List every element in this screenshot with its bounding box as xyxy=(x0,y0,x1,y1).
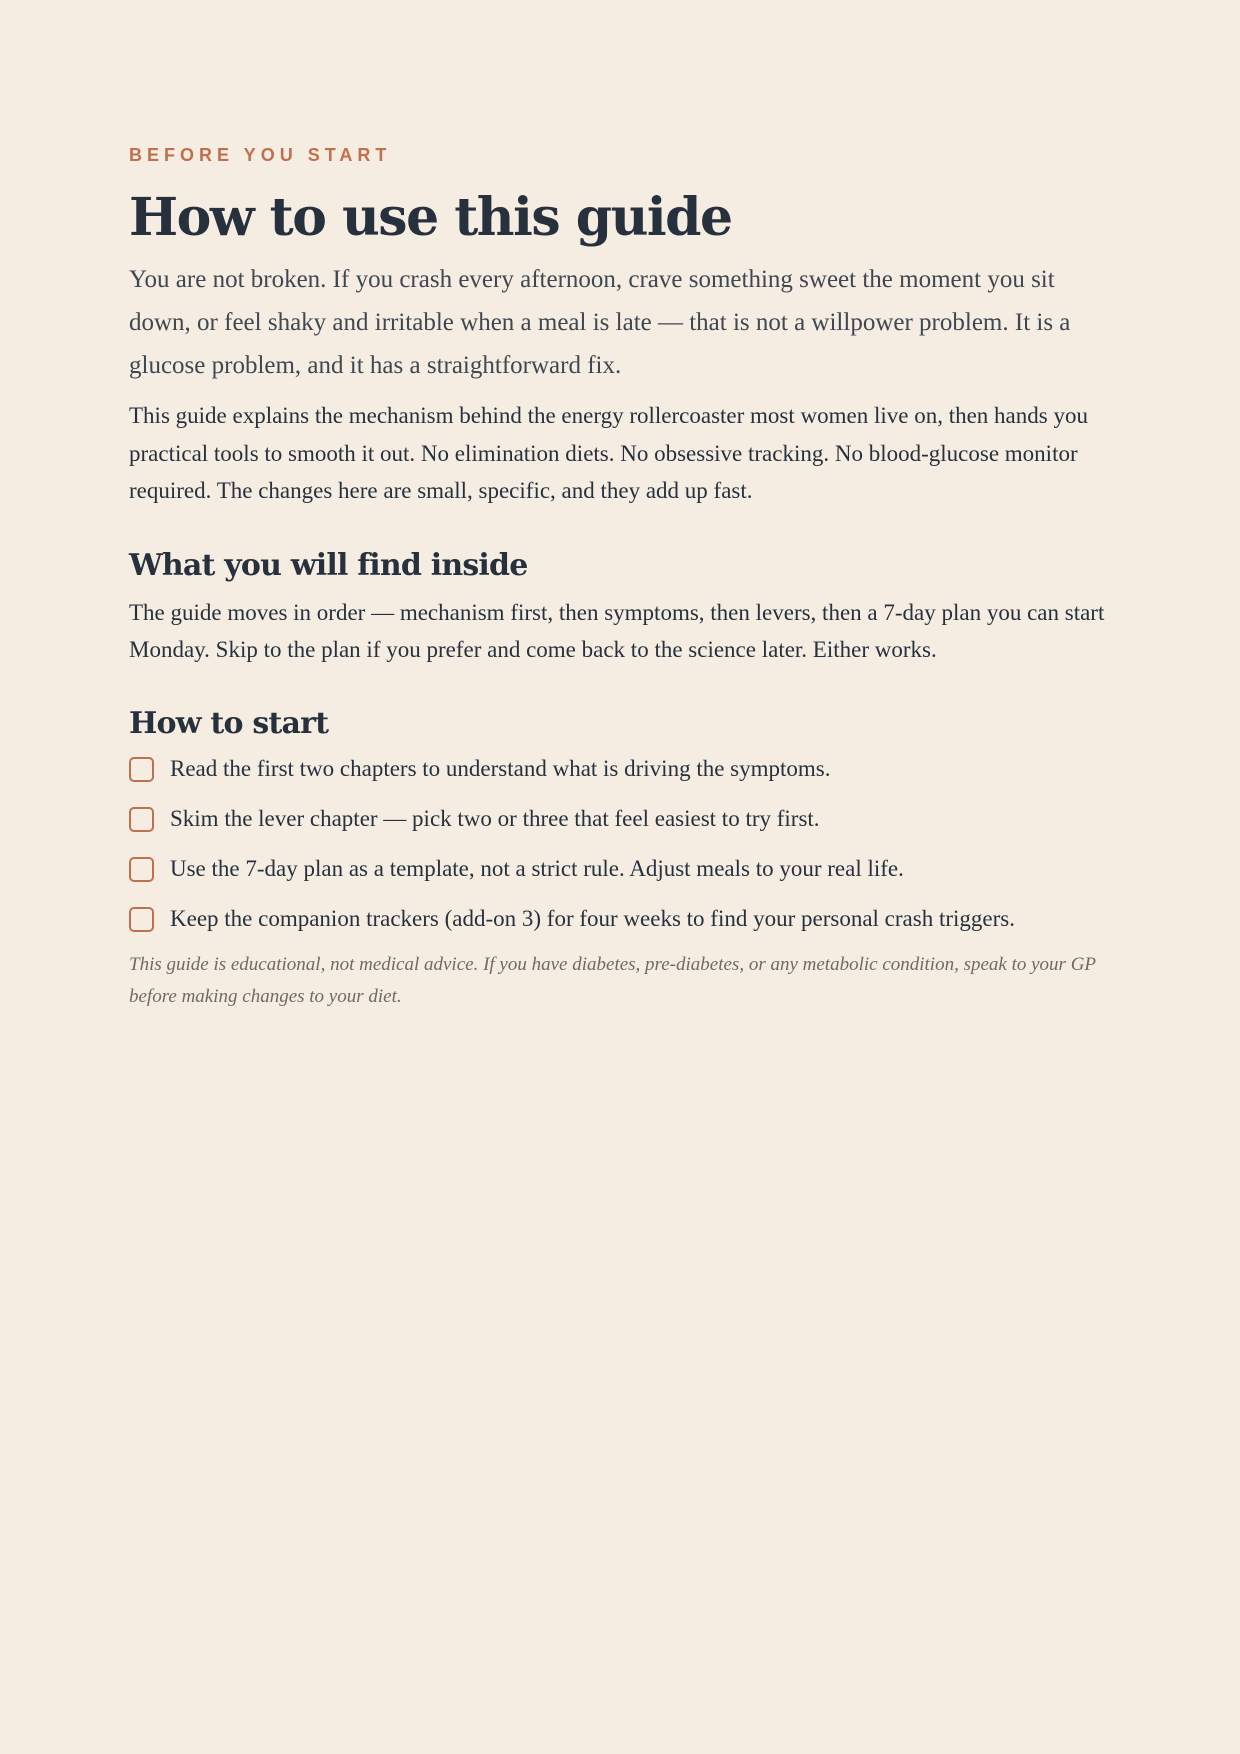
checklist-item xyxy=(129,750,1111,788)
checklist-item xyxy=(129,800,1111,838)
checklist-item-label: Skim the lever chapter — pick two or three that feel easiest to try first. xyxy=(170,805,820,831)
checkbox-icon[interactable] xyxy=(129,857,154,882)
checklist-item-label: Read the first two chapters to understand what is driving the symptoms. xyxy=(170,755,831,781)
intro-paragraph: This guide explains the mechanism behind the energy rollercoaster most women live on, then hands you practical tools to smooth it out. No elimination diets. No obsessive tracking. No blood-glucose monitor required. The changes here are small, specific, and they add up fast. xyxy=(129,403,1088,503)
checklist-item-label: Keep the companion trackers (add-on 3) for four weeks to find your personal crash triggers. xyxy=(170,905,1015,931)
page-title: How to use this guide xyxy=(129,187,732,248)
inside-heading: What you will find inside xyxy=(129,547,528,583)
inside-paragraph: The guide moves in order — mechanism first, then symptoms, then levers, then a 7-day plan you can start Monday. Skip to the plan if you prefer and come back to the science later. Either works. xyxy=(129,599,1105,662)
section-eyebrow: BEFORE YOU START xyxy=(129,145,392,165)
checkbox-icon[interactable] xyxy=(129,757,154,782)
checklist-item xyxy=(129,850,1111,888)
checklist-item-label: Use the 7-day plan as a template, not a strict rule. Adjust meals to your real life. xyxy=(170,855,904,881)
medical-disclaimer: This guide is educational, not medical advice. If you have diabetes, pre-diabetes, or any metabolic condition, speak to your GP before making changes to your diet. xyxy=(129,953,1096,1007)
start-checklist xyxy=(129,750,1111,938)
start-heading: How to start xyxy=(129,705,329,741)
checkbox-icon[interactable] xyxy=(129,807,154,832)
checklist-item xyxy=(129,900,1111,938)
lead-paragraph: You are not broken. If you crash every afternoon, crave something sweet the moment you sit down, or feel shaky and irritable when a meal is late — that is not a willpower problem. It is a glucose problem, and it has a straightforward fix. xyxy=(129,266,1071,379)
checkbox-icon[interactable] xyxy=(129,907,154,932)
